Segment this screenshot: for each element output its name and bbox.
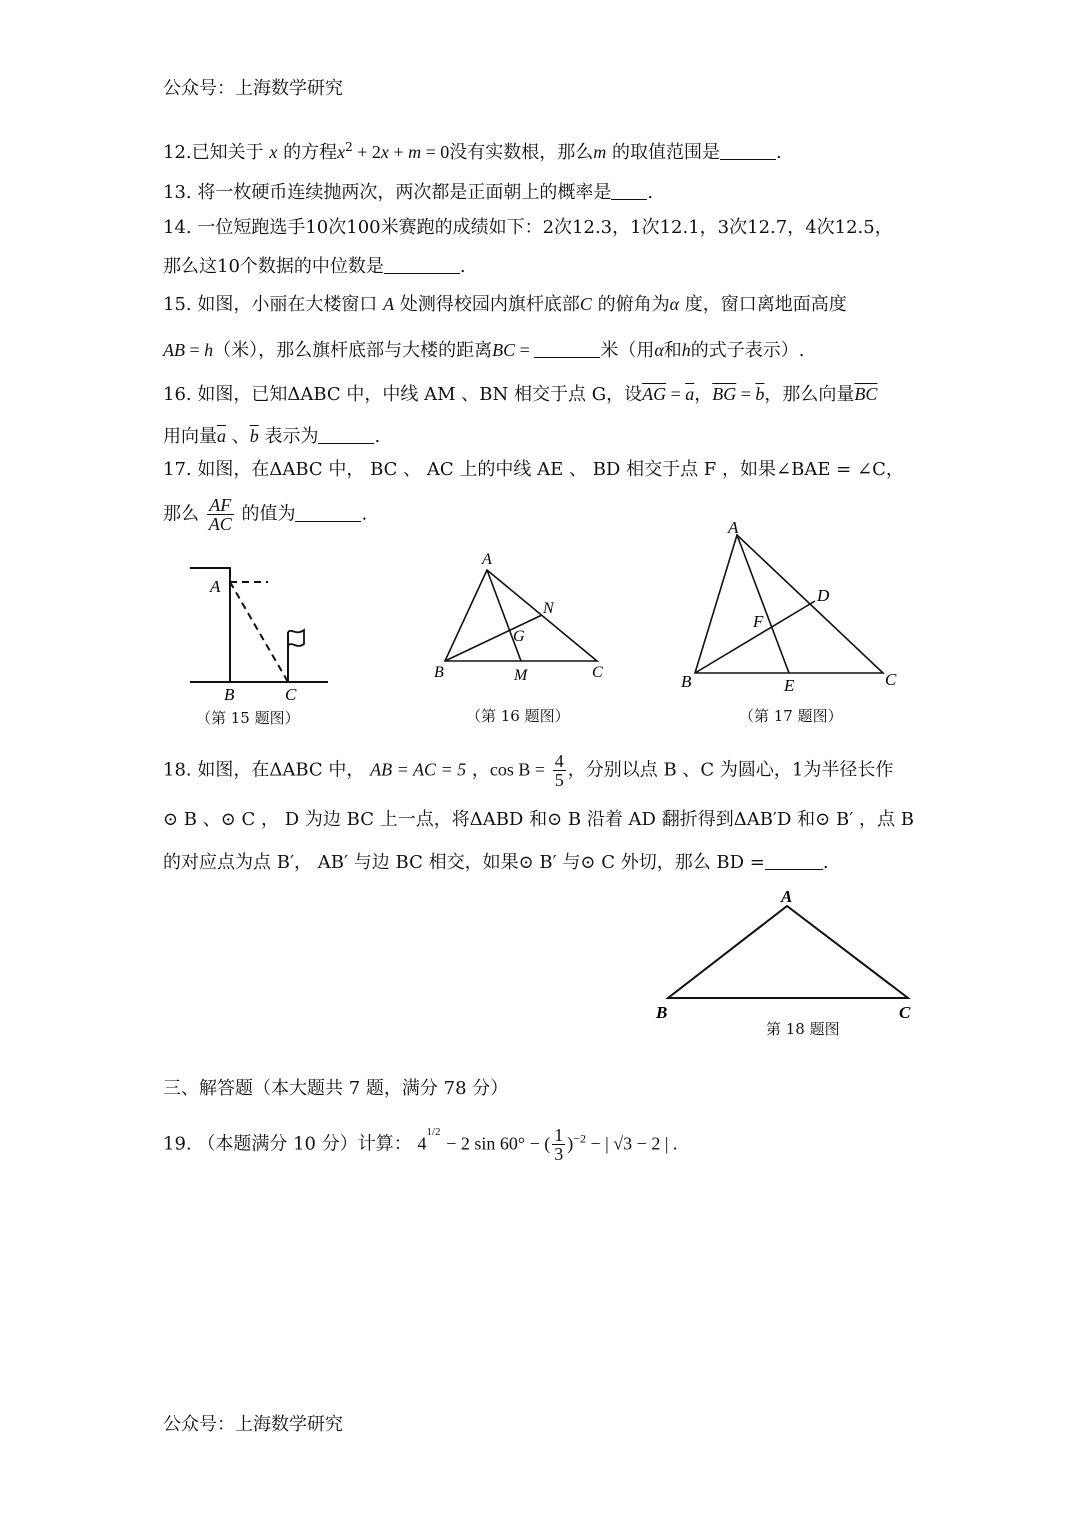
label-f: F: [753, 612, 764, 631]
label-g: G: [513, 628, 525, 645]
fraction-1-3: $\frac{1}{3}$: [554, 1125, 564, 1164]
question-16-line1: 16. 如图，已知ΔABC 中，中线 AM 、BN 相交于点 G，设$\overline{AG} = \overline{a}$，$\overline{BG} = \overline{b}$，那么向量$\overline{BC}$: [163, 384, 878, 405]
question-19: 19. （本题满分 10 分）计算： $4^{1/2} - 2$ sin 60° − ( $\frac{1}{3}$ )$^{-2}$ − | √3 − 2 | .: [163, 1125, 678, 1164]
question-18-line3: 的对应点为点 B′， AB′ 与边 BC 相交，如果⊙ B′ 与⊙ C 外切，那么 BD = .: [163, 852, 829, 873]
fraction-4-5: $\frac{4}{5}$: [554, 751, 564, 790]
label-d: D: [817, 586, 830, 605]
answer-blank: [611, 183, 647, 200]
label-a: A: [482, 551, 492, 568]
answer-blank: [384, 257, 460, 274]
question-16-line2: 用向量$\overline{a}$ 、$\overline{b}$ 表示为 .: [163, 426, 381, 447]
label-c: C: [592, 664, 603, 681]
section-3-heading: 三、解答题（本大题共 7 题，满分 78 分）: [163, 1078, 509, 1099]
sight-dashed-line: [230, 582, 288, 682]
median-ae: [737, 535, 789, 673]
figure-18-caption: 第 18 题图: [766, 1020, 840, 1038]
label-a: A: [210, 577, 221, 596]
label-b: B: [681, 672, 692, 691]
question-17-line1: 17. 如图，在ΔABC 中， BC 、 AC 上的中线 AE 、 BD 相交于点 F ，如果∠BAE = ∠C，: [163, 459, 904, 480]
label-a: A: [781, 887, 793, 906]
question-18-line1: 18. 如图，在ΔABC 中， AB = AC = 5 ，cos B = $\frac{4}{5}$ ，分别以点 B 、C 为圆心，1为半径长作: [163, 751, 894, 790]
figure-16: [425, 545, 615, 685]
page-header: 公众号：上海数学研究: [163, 78, 343, 99]
label-c: C: [885, 670, 897, 689]
answer-blank: [534, 341, 600, 358]
page-footer: 公众号：上海数学研究: [163, 1414, 343, 1435]
figure-18: [650, 880, 920, 1040]
triangle-abc: [668, 906, 908, 998]
triangle-abc: [445, 570, 597, 661]
question-15-line2: AB = h（米），那么旗杆底部与大楼的距离BC = 米（用α和h的式子表示）.: [163, 340, 805, 361]
triangle-abc: [695, 535, 883, 673]
answer-blank: [318, 427, 374, 444]
question-14-line2: 那么这10个数据的中位数是 .: [163, 256, 466, 277]
question-15-line1: 15. 如图，小丽在大楼窗口 A 处测得校园内旗杆底部C 的俯角为α 度，窗口离地面高度: [163, 294, 847, 315]
label-c: C: [899, 1003, 911, 1022]
label-n: N: [543, 600, 554, 617]
answer-blank: [765, 853, 823, 870]
answer-blank: [720, 143, 776, 160]
label-m: M: [514, 667, 528, 684]
fraction-af-ac: $\frac{AF}{AC}$: [208, 495, 232, 534]
figure-16-caption: （第 16 题图）: [466, 707, 570, 725]
flag-icon: [288, 630, 304, 646]
question-17-line2: 那么 $\frac{AF}{AC}$ 的值为 .: [163, 495, 368, 534]
label-b: B: [656, 1003, 668, 1022]
question-14-line1: 14. 一位短跑选手10次100米赛跑的成绩如下：2次12.3，1次12.1，3次12.7，4次12.5，: [163, 217, 893, 238]
label-b: B: [224, 685, 235, 704]
question-13: 13. 将一枚硬币连续抛两次，两次都是正面朝上的概率是 .: [163, 182, 654, 203]
answer-blank: [295, 505, 361, 522]
label-c: C: [285, 685, 297, 704]
figure-15-caption: （第 15 题图）: [196, 709, 300, 727]
label-b: B: [434, 664, 444, 681]
question-12: 12.已知关于 x 的方程$x^2 + 2x + m = 0$没有实数根，那么m 的取值范围是 .: [163, 140, 782, 163]
label-e: E: [784, 676, 795, 695]
figure-17-caption: （第 17 题图）: [739, 707, 843, 725]
figure-15: [180, 560, 340, 710]
label-a: A: [728, 518, 739, 537]
question-18-line2: ⊙ B 、⊙ C ， D 为边 BC 上一点，将ΔABD 和⊙ B 沿着 AD 翻折得到ΔAB′D 和⊙ B′ ，点 B: [163, 809, 914, 830]
figure-17: [675, 515, 905, 695]
median-bn: [445, 615, 542, 661]
